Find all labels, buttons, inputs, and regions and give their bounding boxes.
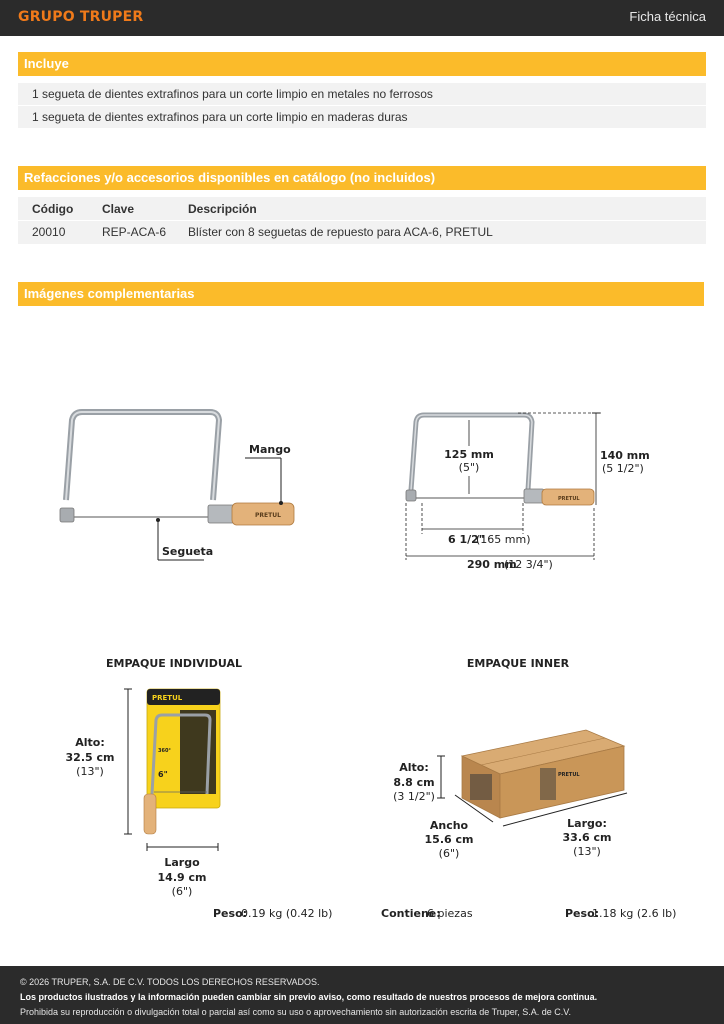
dim-depth-in: (5") [458, 461, 480, 474]
footer-prohibition: Prohibida su reproducción o divulgación total o parcial así como su uso o aprovechamiento sin autorización escrita de Truper, S.A. de C.V. [20, 1007, 571, 1017]
inner-contiene-value: 6 piezas [427, 907, 473, 920]
page-footer [0, 966, 724, 1024]
individual-alto-label: Alto: [75, 736, 105, 749]
footer-notice: Los productos ilustrados y la información pueden cambiar sin previo aviso, como resultado de nuestros procesos de mejora continua. [20, 992, 598, 1002]
inner-title: EMPAQUE INNER [466, 657, 570, 670]
individual-largo-label: Largo [164, 856, 200, 869]
inner-peso-value: 1.18 kg (2.6 lb) [592, 907, 677, 920]
inner-alto-in: (3 1/2") [393, 790, 435, 803]
section-refacciones-title: Refacciones y/o accesorios disponibles en catálogo (no incluidos) [18, 166, 706, 190]
list-item: 1 segueta de dientes extrafinos para un corte limpio en metales no ferrosos [18, 83, 706, 106]
cell-clave: REP-ACA-6 [102, 225, 167, 239]
cell-codigo: 20010 [32, 225, 66, 239]
coping-saw-illustration [60, 412, 294, 560]
refacciones-table [18, 197, 706, 244]
package-inner [381, 657, 676, 920]
individual-title: EMPAQUE INDIVIDUAL [105, 657, 243, 670]
label-mango: Mango [249, 443, 291, 456]
handle-brand-small: PRETUL [558, 496, 580, 502]
inner-largo-cm: 33.6 cm [562, 831, 612, 844]
card-angle: 360° [158, 748, 171, 754]
complementary-images [0, 310, 724, 950]
inner-largo-in: (13") [573, 845, 601, 858]
dim-length-in: (12 3/4") [504, 558, 553, 571]
individual-largo-cm: 14.9 cm [157, 871, 207, 884]
col-descripcion-header: Descripción [188, 202, 257, 216]
dim-height-mm: 140 mm [600, 449, 650, 462]
handle-brand: PRETUL [255, 512, 281, 519]
col-clave-header: Clave [102, 202, 135, 216]
inner-alto-label: Alto: [399, 761, 429, 774]
col-codigo-header: Código [32, 202, 74, 216]
dim-blade-in: 6 1/2" [448, 533, 485, 546]
table-row [18, 221, 706, 244]
coping-saw-dimensions [406, 413, 650, 571]
dim-depth-mm: 125 mm [444, 448, 494, 461]
individual-peso-label: Peso: [213, 907, 248, 920]
individual-largo-in: (6") [171, 885, 193, 898]
inner-ancho-in: (6") [438, 847, 460, 860]
top-header [0, 0, 724, 36]
section-incluye-title: Incluye [18, 52, 706, 76]
incluye-list [18, 83, 706, 129]
inner-peso-label: Peso: [565, 907, 600, 920]
table-header [18, 197, 706, 221]
inner-largo-label: Largo: [567, 817, 607, 830]
dim-height-in: (5 1/2") [602, 462, 644, 475]
box-brand: PRETUL [558, 772, 580, 778]
inner-ancho-cm: 15.6 cm [424, 833, 474, 846]
brand-logo: GRUPO TRUPER [18, 9, 144, 25]
list-item: 1 segueta de dientes extrafinos para un corte limpio en maderas duras [18, 106, 706, 129]
inner-alto-cm: 8.8 cm [393, 776, 435, 789]
dim-blade-mm: (165 mm) [476, 533, 531, 546]
label-segueta: Segueta [162, 545, 214, 558]
individual-alto-in: (13") [76, 765, 104, 778]
document-type: Ficha técnica [629, 9, 706, 24]
card-brand: PRETUL [152, 694, 183, 702]
individual-peso-value: 0.19 kg (0.42 lb) [241, 907, 333, 920]
inner-ancho-label: Ancho [429, 819, 469, 832]
section-imagenes-title: Imágenes complementarias [18, 282, 704, 306]
inner-contiene-label: Contiene: [381, 907, 441, 920]
package-individual [66, 657, 333, 920]
cell-descripcion: Blíster con 8 seguetas de repuesto para ACA-6, PRETUL [188, 225, 493, 239]
individual-alto-cm: 32.5 cm [65, 751, 115, 764]
card-size: 6" [158, 770, 168, 779]
footer-copyright: © 2026 TRUPER, S.A. DE C.V. TODOS LOS DERECHOS RESERVADOS. [20, 977, 320, 987]
dim-length-mm: 290 mm [467, 558, 517, 571]
